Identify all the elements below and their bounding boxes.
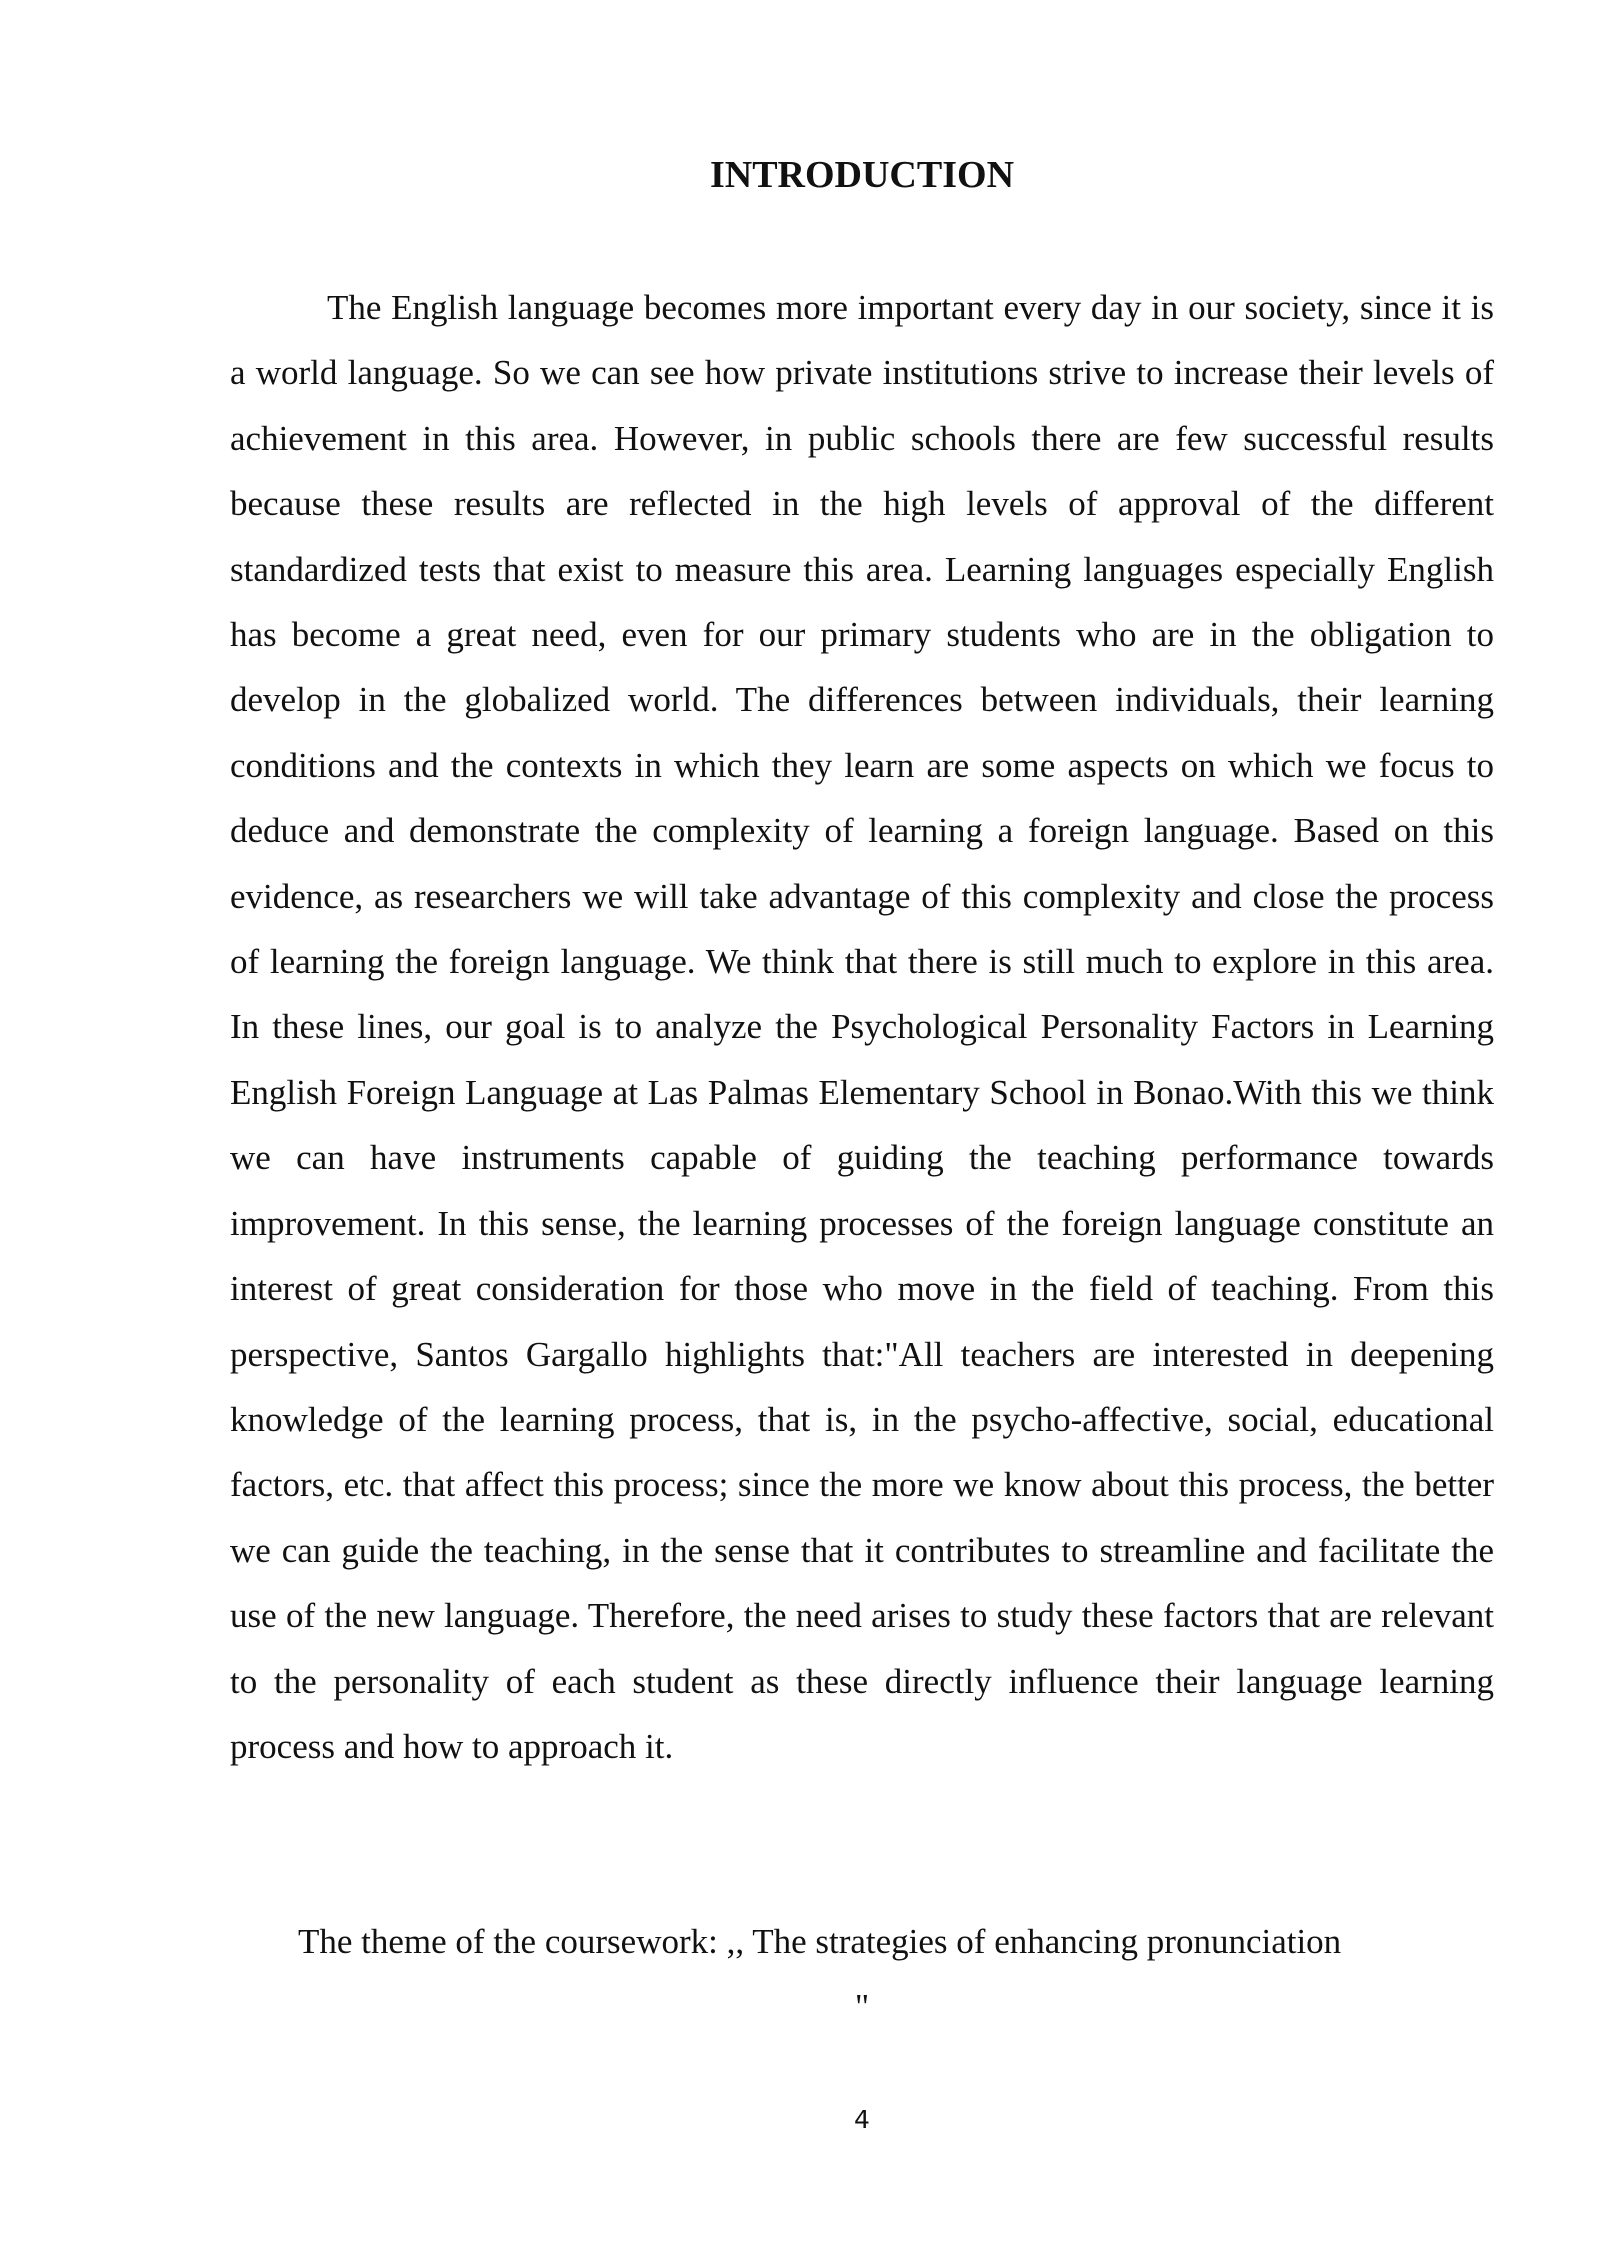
- page-number: 4: [854, 2105, 870, 2134]
- coursework-theme-closing-quote: ": [854, 1987, 870, 2026]
- introduction-paragraph: The English language becomes more important every day in our society, since it is a world language. So we can see how private institutions strive to increase their levels of achievement in this area. However, in public schools there are few successful results because these results are reflected in the high levels of approval of the different standardized tests that exist to measure this area. Learning languages especially English has become a great need, even for our primary students who are in the obligation to develop in the globalized world. The differences between individuals, their learning conditions and the contexts in which they learn are some aspects on which we focus to deduce and demonstrate the complexity of learning a foreign language. Based on this evidence, as researchers we will take advantage of this complexity and close the process of learning the foreign language. We think that there is still much to explore in this area. In these lines, our goal is to analyze the Psychological Personality Factors in Learning English Foreign Language at Las Palmas Elementary School in Bonao.With this we think we can have instruments capable of guiding the teaching performance towards improvement. In this sense, the learning processes of the foreign language constitute an interest of great consideration for those who move in the field of teaching. From this perspective, Santos Gargallo highlights that:"All teachers are interested in deepening knowledge of the learning process, that is, in the psycho-affective, social, educational factors, etc. that affect this process; since the more we know about this process, the better we can guide the teaching, in the sense that it contributes to streamline and facilitate the use of the new language. Therefore, the need arises to study these factors that are relevant to the personality of each student as these directly influence their language learning process and how to approach it.: [230, 288, 1494, 1766]
- coursework-theme-line: The theme of the coursework: ,, The strategies of enhancing pronunciation: [298, 1922, 1342, 1961]
- page-title: INTRODUCTION: [709, 154, 1015, 196]
